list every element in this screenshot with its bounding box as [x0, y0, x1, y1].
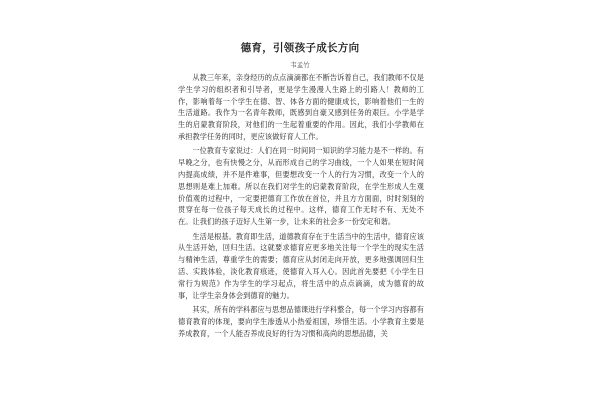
document-body	[178, 72, 424, 342]
paragraph-3: 生活是根基。教育即生活，道德教育存在于生活当中的生活中，德育应该从生活开始，回归生活。这就要求德育应更多地关注每一个学生的现实生活与精神生活，尊重学生的需要；德育应从封闭走向开放，更多地强调回归生活、实践体验，淡化教育痕迹，使德育入耳入心。因此首先要把《小学生日常行为规范》作为学生的学习起点，将生活中的点点滴滴，成为德育的故事，让学生亲身体会到德育的魅力。	[178, 231, 424, 300]
author-name: 韦孟竹	[290, 61, 310, 69]
paragraph-2: 一位教育专家说过：人们在同一时间同一知识的学习能力是不一样的。有早晚之分，也有快慢之分，从而形成自己的学习曲线，一个人如果在短时间内提高成绩，并不是件难事，但要想改变一个人的行为习惯，改变一个人的思想则是难上加难。所以在我们对学生的启蒙教育阶段，在学生形成人生观价值观的过程中，一定要把德育工作放在首位，并且方方面面，时时刻刻的贯穿在每一位孩子每天成长的过程中。这样，德育工作无时不有、无处不在。让我们的孩子迈好人生第一步，让未来的社会多一份安定和谐。	[178, 146, 424, 227]
paragraph-1: 从教三年来，亲身经历的点点滴滴都在不断告诉着自己，我们教师不仅是学生学习的组织者和引导者，更是学生漫漫人生路上的引路人！教师的工作，影响着每一个学生在德、智、体各方面的健康成长，影响着他们一生的生活道路。我作为一名青年教师，既感到自豪又感到任务的艰巨。小学是学生的启蒙教育阶段，对他们的一生起着重要的作用。因此，我们小学教师在承担教学任务的同时，更应该做好育人工作。	[178, 73, 424, 141]
page-title: 德育，引领孩子成长方向	[240, 42, 360, 54]
paragraph-4: 其实，所有的学科都应与思想品德课进行学科整合，每一个学习内容都有德育教育的体现，要向学生渗透从小热爱祖国，珍惜生活。小学教育主要是养成教育，一个人能否养成良好的行为习惯和高尚的思想品德，关	[178, 304, 424, 338]
